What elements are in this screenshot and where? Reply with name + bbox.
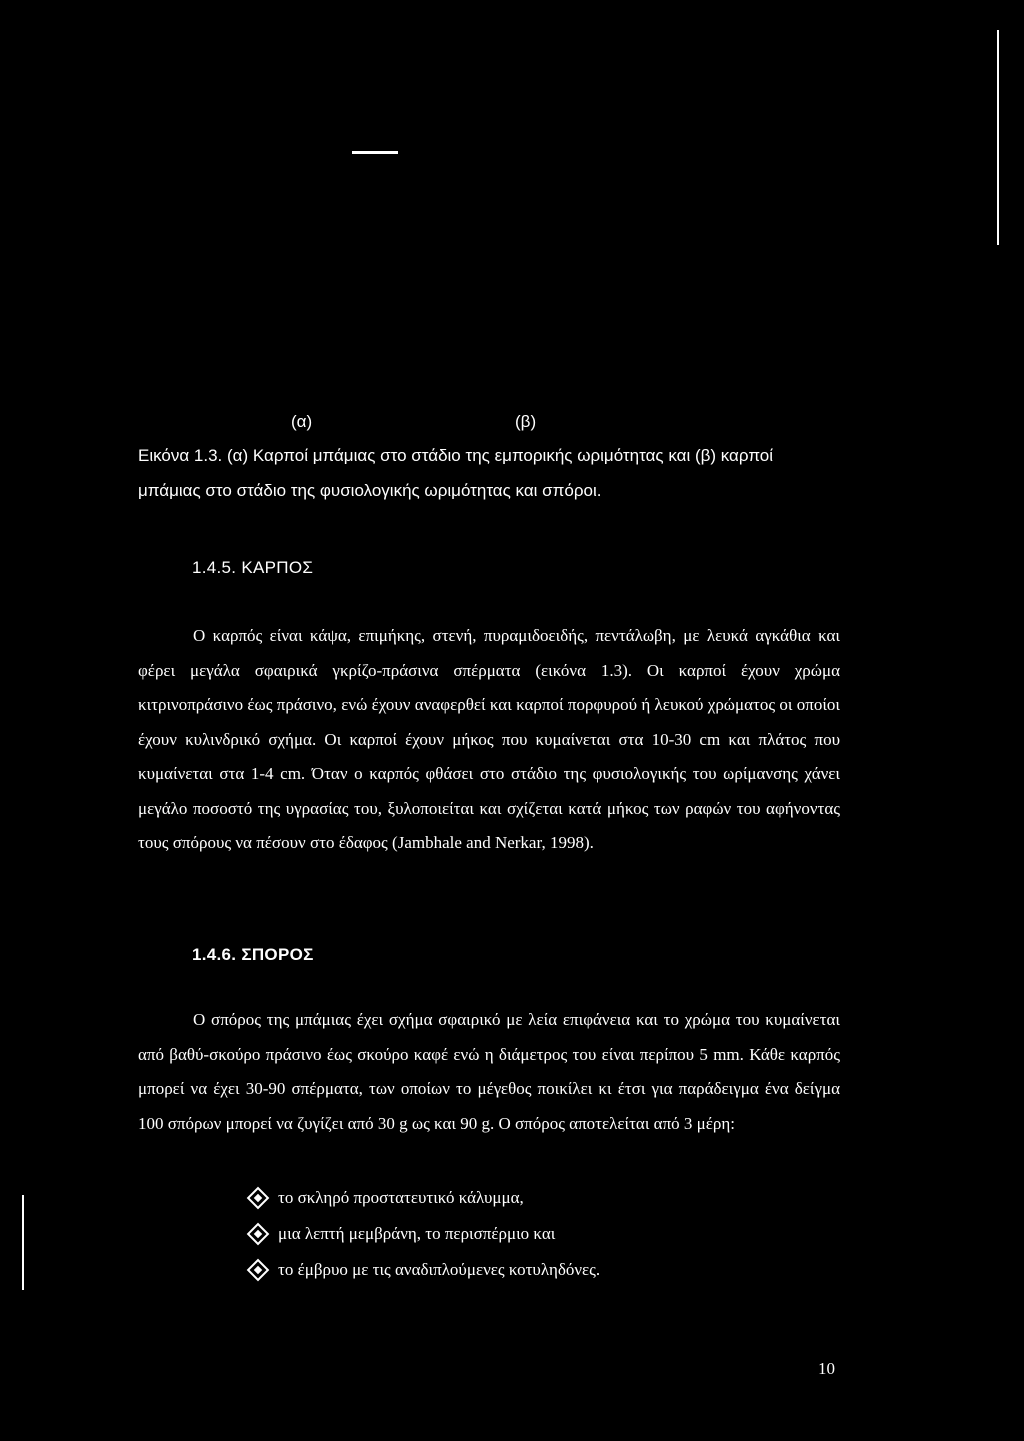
scan-mark-top <box>352 151 398 154</box>
fruit-paragraph: Ο καρπός είναι κάψα, επιμήκης, στενή, πυραμιδοειδής, πεντάλωβη, με λευκά αγκάθια και φέρει μεγάλα σφαιρικά γκρίζο-πράσινα σπέρματα (εικόνα 1.3). Οι καρποί έχουν χρώμα κιτρινοπράσινο έως πράσινο, ενώ έχουν αναφερθεί και καρποί πορφυρού ή λευκού χρώματος οι οποίοι έχουν κυλινδρικό σχήμα. Οι καρποί έχουν μήκος που κυμαίνεται στα 10-30 cm και πλάτος που κυμαίνεται στα 1-4 cm. Όταν ο καρπός φθάσει στο στάδιο της φυσιολογικής του ωρίμανσης χάνει μεγάλο ποσοστό της υγρασίας του, ξυλοποιείται και σχίζεται κατά μήκος των ραφών του αφήνοντας τους σπόρους να πέσουν στο έδαφος (Jambhale and Nerkar, 1998). <box>138 626 840 852</box>
list-item <box>250 1252 600 1288</box>
list-item <box>250 1216 600 1252</box>
diamond-bullet-icon <box>247 1223 270 1246</box>
section-body-seed <box>138 1003 840 1141</box>
scan-line-right <box>997 30 999 245</box>
list-item-text: το έμβρυο με τις αναδιπλούμενες κοτυληδόνες. <box>278 1260 601 1279</box>
scan-line-left <box>22 1195 24 1290</box>
figure-caption-line1: Εικόνα 1.3. (α) Καρποί μπάμιας στο στάδιο της εμπορικής ωριμότητας και (β) καρποί <box>138 446 774 465</box>
list-item-text: μια λεπτή μεμβράνη, το περισπέρμιο και <box>278 1224 556 1243</box>
section-body-fruit <box>138 619 840 861</box>
figure-caption-line2: μπάμιας στο στάδιο της φυσιολογικής ωριμότητας και σπόροι. <box>138 481 602 500</box>
figure-label-a: (α) <box>291 412 313 431</box>
section-heading-fruit: 1.4.5. ΚΑΡΠΟΣ <box>192 558 314 577</box>
diamond-bullet-icon <box>247 1187 270 1210</box>
seed-paragraph: Ο σπόρος της μπάμιας έχει σχήμα σφαιρικό με λεία επιφάνεια και το χρώμα του κυμαίνεται από βαθύ-σκούρο πράσινο έως σκούρο καφέ ενώ η διάμετρος του είναι περίπου 5 mm. Κάθε καρπός μπορεί να έχει 30-90 σπέρματα, των οποίων το μέγεθος ποικίλει κι έτσι για παράδειγμα ένα δείγμα 100 σπόρων μπορεί να ζυγίζει από 30 g ως και 90 g. Ο σπόρος αποτελείται από 3 μέρη: <box>138 1010 840 1133</box>
list-item <box>250 1180 600 1216</box>
figure-label-b: (β) <box>515 412 537 431</box>
diamond-bullet-icon <box>247 1259 270 1282</box>
section-heading-seed: 1.4.6. ΣΠΟΡΟΣ <box>192 945 314 964</box>
list-item-text: το σκληρό προστατευτικό κάλυμμα, <box>278 1188 524 1207</box>
seed-parts-list <box>250 1180 600 1288</box>
page-number: 10 <box>818 1359 835 1378</box>
